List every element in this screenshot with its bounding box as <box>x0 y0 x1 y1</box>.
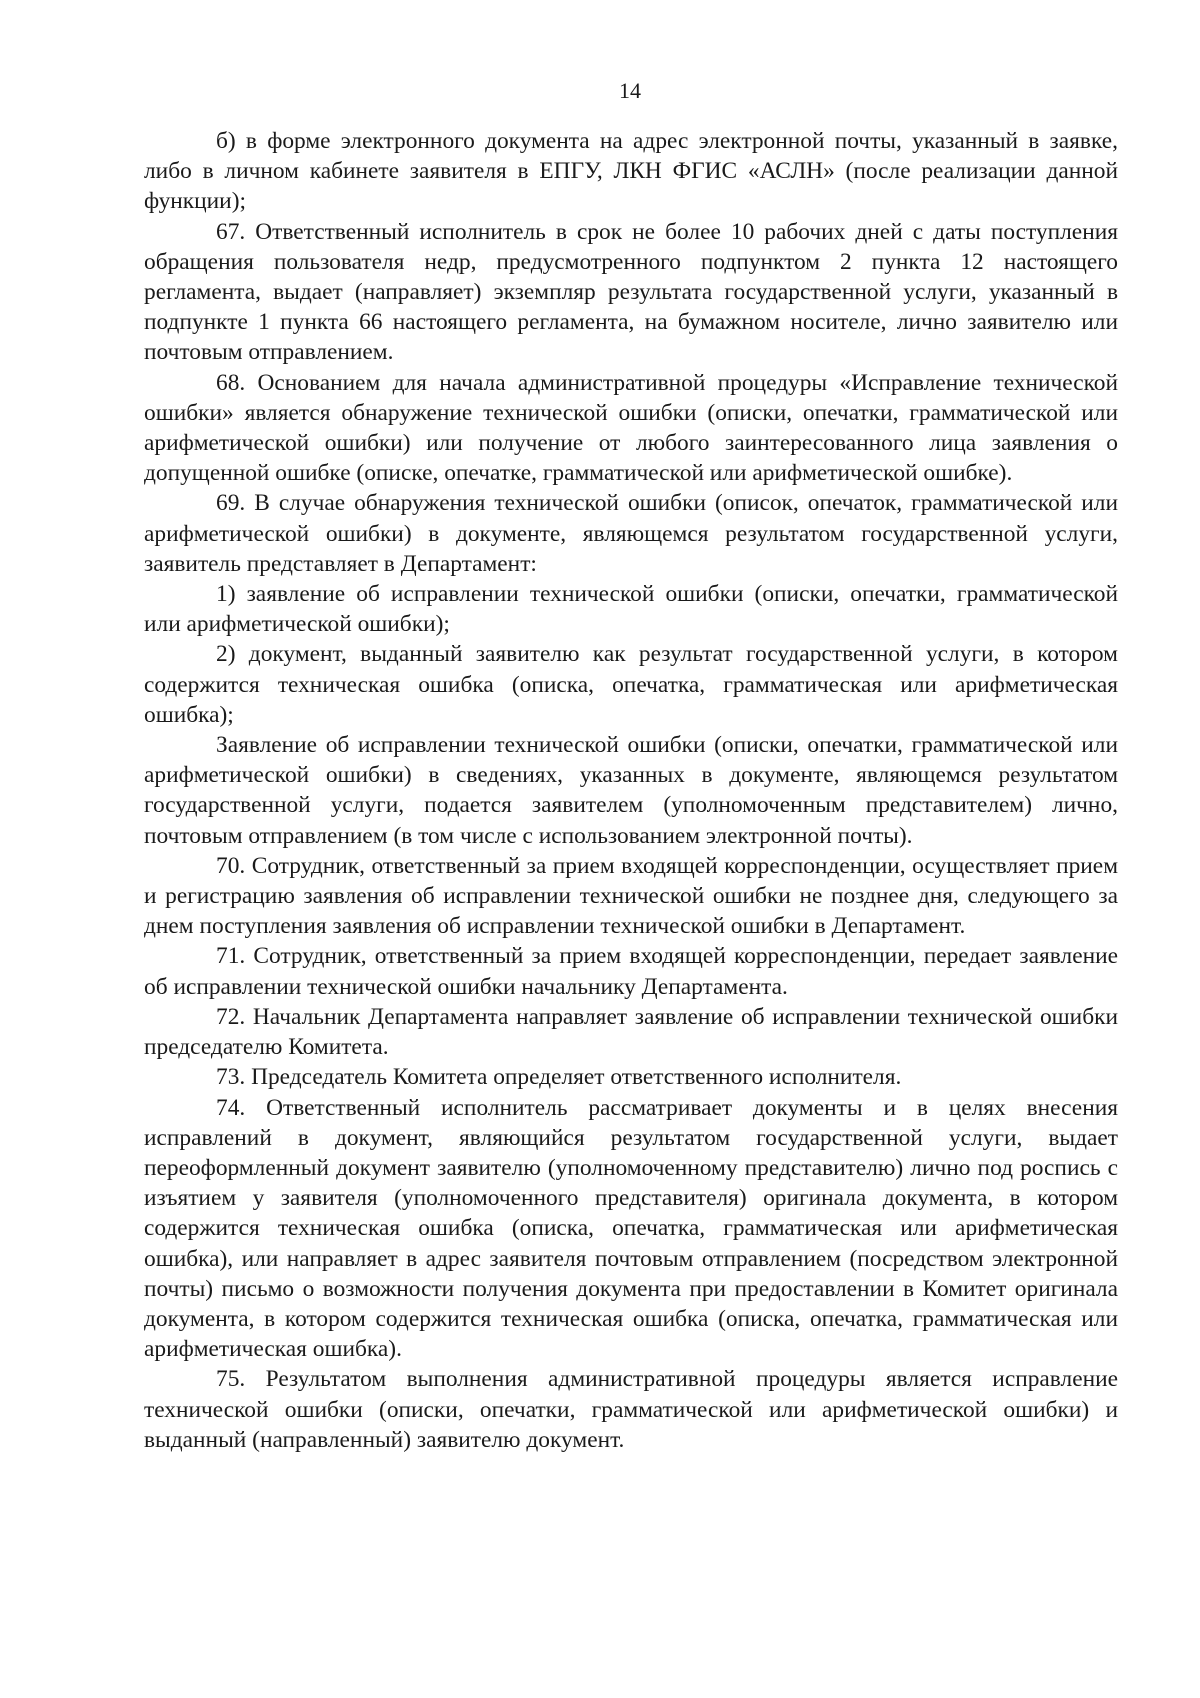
document-body <box>144 126 1118 1455</box>
paragraph-b-delivery-electronic: б) в форме электронного документа на адрес электронной почты, указанный в заявке, либо в личном кабинете заявителя в ЕПГУ, ЛКН ФГИС «АСЛН» (после реализации данной функции); <box>144 128 1118 215</box>
paragraph-71: 71. Сотрудник, ответственный за прием входящей корреспонденции, передает заявление об исправлении технической ошибки начальнику Департамента. <box>144 943 1118 1000</box>
paragraph-69-item-2: 2) документ, выданный заявителю как результат государственной услуги, в котором содержится техническая ошибка (описка, опечатка, грамматическая или арифметическая ошибка); <box>144 641 1118 728</box>
paragraph-application-submission: Заявление об исправлении технической ошибки (описки, опечатки, грамматической или арифметической ошибки) в сведениях, указанных в документе, являющемся результатом государственной услуги, подается заявителем (уполномоченным представителем) лично, почтовым отправлением (в том числе с использованием электронной почты). <box>144 732 1118 849</box>
paragraph-72: 72. Начальник Департамента направляет заявление об исправлении технической ошибки председателю Комитета. <box>144 1003 1118 1061</box>
page-number: 14 <box>619 78 641 103</box>
paragraph-74: 74. Ответственный исполнитель рассматривает документы и в целях внесения исправлений в документ, являющийся результатом государственной услуги, выдает переоформленный документ заявителю (уполномоченному представителю) лично под роспись с изъятием у заявителя (уполномоченного представителя) оригинала документа, в котором содержится техническая ошибка (описка, опечатка, грамматическая или арифметическая ошибка), или направляет в адрес заявителя почтовым отправлением (посредством электронной почты) письмо о возможности получения документа при предоставлении в Комитет оригинала документа, в котором содержится техническая ошибка (описка, опечатка, грамматическая или арифметическая ошибка). <box>144 1094 1118 1363</box>
paragraph-75: 75. Результатом выполнения административной процедуры является исправление технической ошибки (описки, опечатки, грамматической или арифметической ошибки) и выданный (направленный) заявителю документ. <box>144 1366 1118 1453</box>
paragraph-68: 68. Основанием для начала административной процедуры «Исправление технической ошибки» является обнаружение технической ошибки (описки, опечатки, грамматической или арифметической ошибки) или получение от любого заинтересованного лица заявления о допущенной ошибке (описке, опечатке, грамматической или арифметической ошибке). <box>144 369 1118 487</box>
paragraph-67: 67. Ответственный исполнитель в срок не более 10 рабочих дней с даты поступления обращения пользователя недр, предусмотренного подпунктом 2 пункта 12 настоящего регламента, выдает (направляет) экземпляр результата государственной услуги, указанный в подпункте 1 пункта 66 настоящего регламента, на бумажном носителе, лично заявителю или почтовым отправлением. <box>144 218 1118 366</box>
paragraph-69: 69. В случае обнаружения технической ошибки (описок, опечаток, грамматической или арифметической ошибки) в документе, являющемся результатом государственной услуги, заявитель представляет в Департамент: <box>144 490 1118 577</box>
paragraph-70: 70. Сотрудник, ответственный за прием входящей корреспонденции, осуществляет прием и регистрацию заявления об исправлении технической ошибки не позднее дня, следующего за днем поступления заявления об исправлении технической ошибки в Департамент. <box>144 852 1118 940</box>
paragraph-69-item-1: 1) заявление об исправлении технической ошибки (описки, опечатки, грамматической или арифметической ошибки); <box>144 581 1118 638</box>
paragraph-73: 73. Председатель Комитета определяет ответственного исполнителя. <box>216 1064 902 1091</box>
